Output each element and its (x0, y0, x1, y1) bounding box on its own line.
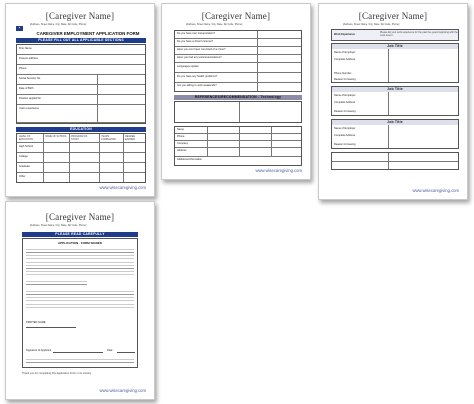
date-label: Date (107, 349, 113, 352)
question-label: Languages spoken (177, 65, 199, 68)
page-subline: [Address, Street Name, City, State, Zip Code, Phone] (343, 23, 400, 26)
agreement-text (26, 247, 134, 275)
signature-label: Signature of Applicant (26, 349, 52, 352)
page-footer: www.wisecaregiving.com (255, 168, 302, 173)
form-title: CAREGIVER EMPLOYMENT APPLICATION FORM (36, 31, 140, 36)
job-field-label: Complete Address (334, 58, 356, 61)
job-block-2 (331, 86, 459, 116)
education-header: PROGRAM OF STUDY (71, 135, 88, 141)
page-title: [Caregiver Name] (358, 11, 428, 21)
page-footer: www.wisecaregiving.com (99, 185, 146, 190)
work-experience-header (331, 29, 459, 41)
question-label: Do you have a driver's license? (177, 40, 213, 43)
education-row-label: College (19, 155, 28, 158)
job-field-label: Name of Employer (334, 51, 356, 54)
job-field-label: Reason for leaving (334, 78, 356, 81)
job-title-bar: Job Title (332, 87, 458, 92)
printed-name-line[interactable] (26, 327, 76, 328)
agreement-text (26, 289, 134, 309)
job-title-bar: Job Title (332, 44, 458, 49)
agreement-text (26, 279, 87, 285)
reference-row-label: Additional information (177, 158, 202, 161)
field-label: Present address (19, 57, 38, 60)
personal-info-frame (16, 44, 146, 124)
job-field-label: Name of Employer (334, 127, 356, 130)
agreement-frame (22, 238, 138, 368)
page-footer: www.wisecaregiving.com (412, 188, 459, 193)
education-row-label: Graduate (19, 165, 30, 168)
notice-bar: PLEASE READ CAREFULLY (22, 232, 138, 237)
page-subline: [Address, Street Name, City, State, Zip Code, Phone] (30, 23, 87, 26)
page-subline: [Address, Street Name, City, State, Zip Code, Phone] (30, 224, 87, 227)
job-field-label: Reason for leaving (334, 110, 356, 113)
section-instructions: Please list your work experience for the past five years beginning with the most recent (380, 31, 458, 37)
final-questions (331, 152, 459, 170)
closing-note: Thank you for completing this Application Form in its entirety. (22, 372, 92, 375)
job-field-label: Name of Employer (334, 94, 356, 97)
date-line[interactable] (117, 352, 135, 353)
reference-row-label: Address (177, 149, 187, 152)
job-field-label: Complete Address (334, 134, 356, 137)
job-block-3 (331, 119, 459, 149)
references-notes-frame (174, 101, 302, 123)
education-bar: EDUCATION (16, 127, 146, 132)
page-footer: www.wisecaregiving.com (99, 388, 146, 393)
agreement-heading: APPLICATION - FORM SIGNED (58, 241, 102, 245)
question-label: Have you had any tests/examinations? (177, 56, 222, 59)
reference-row-label: Company (177, 142, 189, 145)
field-label: First Name (19, 47, 32, 50)
agreement-footnote (26, 357, 134, 363)
printed-name-label: PRINTED NAME (26, 321, 46, 324)
job-field-label: Phone Number (334, 72, 352, 75)
field-label: Years experience (19, 107, 39, 110)
signature-line[interactable] (53, 352, 103, 353)
logo-badge: ▲ (16, 26, 23, 31)
education-header: YEARS COMPLETED (101, 135, 116, 141)
references-bar: REFERENCES/RECOMMENDATION - Technology (174, 95, 302, 100)
education-row-label: Other (19, 175, 26, 178)
job-field-label: Reason for leaving (334, 143, 356, 146)
question-label: Are you willing to work weekends? (177, 84, 217, 87)
job-title-bar: Job Title (332, 120, 458, 125)
notice-bar: PLEASE FILL OUT ALL APPLICABLE SECTIONS (16, 38, 146, 43)
education-header: NAME OF SCHOOL (45, 135, 67, 138)
application-page-3 (318, 3, 468, 200)
field-label: Position applied for (19, 97, 42, 100)
education-header: LEVEL OF EDUCATION (19, 135, 33, 141)
question-label: Have you ever been convicted of a crime? (177, 48, 226, 51)
page-subline: [Address, Street Name, City, State, Zip Code, Phone] (186, 23, 243, 26)
field-label: Social Security No. (19, 77, 41, 80)
field-label: Phone (19, 67, 27, 70)
questions-frame (174, 30, 302, 92)
education-row-label: High School (19, 145, 33, 148)
page-title: [Caregiver Name] (45, 212, 115, 222)
job-block-1 (331, 43, 459, 83)
reference-row-label: Name (177, 128, 184, 131)
application-page-1 (5, 3, 155, 197)
references-table (174, 126, 302, 166)
field-label: Date of Birth (19, 87, 34, 90)
question-label: Do you have own transportation? (177, 32, 216, 35)
job-field-label: Complete Address (334, 101, 356, 104)
education-header: DEGREE EARNED (125, 135, 136, 141)
application-page-2 (161, 3, 311, 180)
section-label: Work Experience (334, 33, 355, 36)
reference-row-label: Phone (177, 135, 185, 138)
page-title: [Caregiver Name] (45, 11, 115, 21)
education-table (16, 133, 146, 183)
question-label: Do you have any health problems? (177, 75, 218, 78)
page-title: [Caregiver Name] (201, 11, 271, 21)
application-page-4 (5, 201, 155, 400)
